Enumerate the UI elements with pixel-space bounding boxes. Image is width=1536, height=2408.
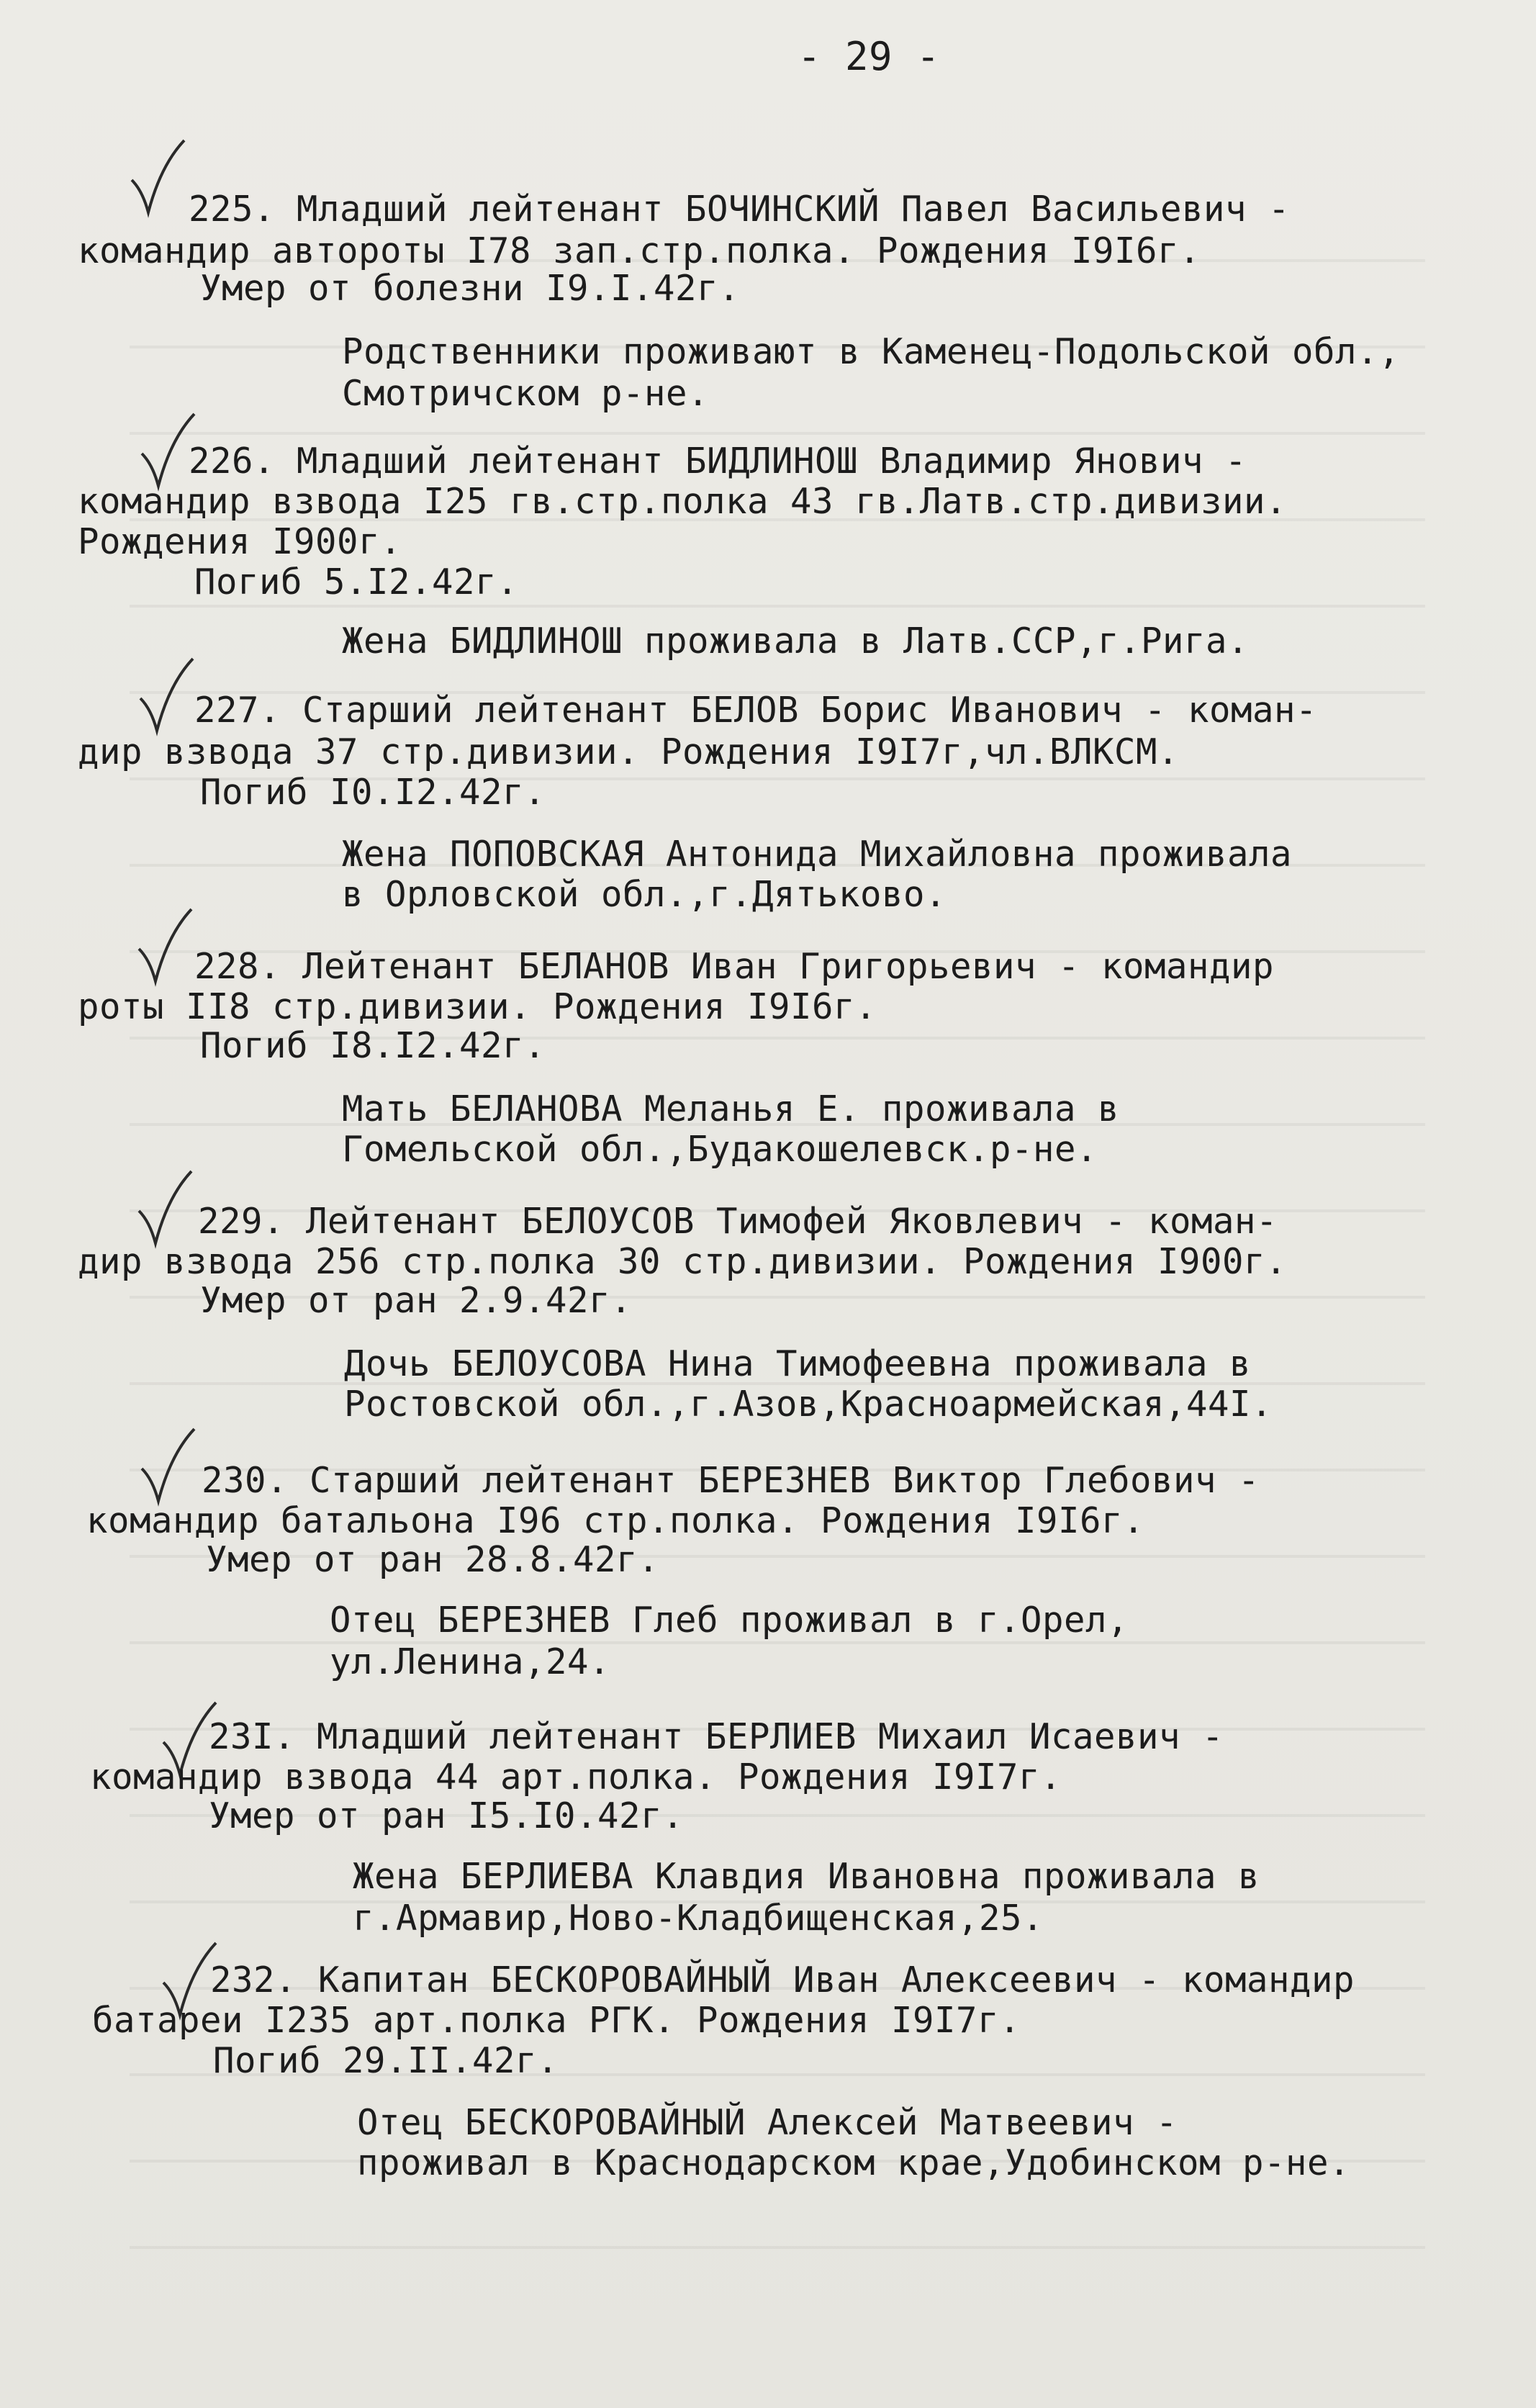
entry-230-line-3: Умер от ран 28.8.42г. (206, 1539, 660, 1580)
entry-232-line-1: 232. Капитан БЕСКОРОВАЙНЫЙ Иван Алексеевич - командир (210, 1960, 1355, 2001)
entry-232-line-3: Погиб 29.II.42г. (213, 2040, 559, 2081)
entry-231-rel-1: Жена БЕРЛИЕВА Клавдия Ивановна проживала в (353, 1856, 1260, 1897)
entry-232-rel-1: Отец БЕСКОРОВАЙНЫЙ Алексей Матвеевич - (357, 2102, 1178, 2143)
entry-232-rel-2: проживал в Краснодарском крае,Удобинском р-не. (357, 2142, 1351, 2183)
entry-231-line-1: 23I. Младший лейтенант БЕРЛИЕВ Михаил Исаевич - (209, 1716, 1224, 1757)
entry-229-line-1: 229. Лейтенант БЕЛОУСОВ Тимофей Яковлевич - коман- (198, 1201, 1278, 1242)
entry-225-line-3: Умер от болезни I9.I.42г. (200, 268, 741, 309)
entry-230-line-1: 230. Старший лейтенант БЕРЕЗНЕВ Виктор Глебович - (202, 1460, 1260, 1501)
check-mark-icon (128, 137, 186, 216)
entry-228-line-3: Погиб I8.I2.42г. (200, 1025, 546, 1066)
entry-231-line-3: Умер от ран I5.I0.42г. (209, 1795, 685, 1836)
entry-226-line-2: командир взвода I25 гв.стр.полка 43 гв.Латв.стр.дивизии. (78, 481, 1288, 522)
entry-227-line-3: Погиб I0.I2.42г. (200, 772, 546, 813)
entry-225-line-1: 225. Младший лейтенант БОЧИНСКИЙ Павел Васильевич - (189, 189, 1291, 230)
entry-227-line-2: дир взвода 37 стр.дивизии. Рождения I9I7г,чл.ВЛКСМ. (78, 731, 1180, 772)
entry-228-rel-2: Гомельской обл.,Будакошелевск.р-не. (342, 1129, 1098, 1170)
entry-227-rel-2: в Орловской обл.,г.Дятьково. (342, 874, 947, 915)
check-mark-icon (135, 1168, 193, 1247)
check-mark-icon (137, 655, 194, 734)
entry-228-rel-1: Мать БЕЛАНОВА Меланья Е. проживала в (342, 1088, 1120, 1129)
entry-230-rel-1: Отец БЕРЕЗНЕВ Глеб проживал в г.Орел, (330, 1600, 1129, 1641)
entry-227-rel-1: Жена ПОПОВСКАЯ Антонида Михайловна проживала (342, 834, 1293, 875)
entry-226-rel-1: Жена БИДЛИНОШ проживала в Латв.ССР,г.Рига. (342, 621, 1250, 662)
check-mark-icon (138, 1425, 196, 1505)
entry-226-line-3: Рождения I900г. (78, 521, 402, 562)
entry-225-line-2: командир автороты I78 зап.стр.полка. Рождения I9I6г. (78, 230, 1201, 271)
entry-225-rel-2: Смотричском р-не. (342, 373, 710, 414)
entry-226-line-1: 226. Младший лейтенант БИДЛИНОШ Владимир Янович - (189, 441, 1247, 482)
entry-231-line-2: командир взвода 44 арт.полка. Рождения I9I7г. (90, 1757, 1062, 1798)
entry-230-rel-2: ул.Ленина,24. (330, 1641, 611, 1682)
entry-228-line-1: 228. Лейтенант БЕЛАНОВ Иван Григорьевич - командир (194, 946, 1275, 987)
entry-230-line-2: командир батальона I96 стр.полка. Рождения I9I6г. (86, 1500, 1145, 1541)
check-mark-icon (138, 410, 196, 490)
page-number: - 29 - (798, 34, 941, 79)
entry-229-rel-1: Дочь БЕЛОУСОВА Нина Тимофеевна проживала в (344, 1343, 1252, 1384)
entry-232-line-2: батареи I235 арт.полка РГК. Рождения I9I7г. (92, 2000, 1021, 2041)
entry-229-line-2: дир взвода 256 стр.полка 30 стр.дивизии. Рождения I900г. (78, 1241, 1288, 1282)
entry-231-rel-2: г.Армавир,Ново-Кладбищенская,25. (353, 1898, 1044, 1939)
entry-226-line-4: Погиб 5.I2.42г. (194, 562, 519, 603)
entry-229-line-3: Умер от ран 2.9.42г. (200, 1280, 633, 1321)
entry-228-line-2: роты II8 стр.дивизии. Рождения I9I6г. (78, 986, 877, 1027)
entry-225-rel-1: Родственники проживают в Каменец-Подольской обл., (342, 331, 1401, 372)
check-mark-icon (135, 906, 193, 985)
entry-229-rel-2: Ростовской обл.,г.Азов,Красноармейская,44I. (344, 1384, 1273, 1425)
entry-227-line-1: 227. Старший лейтенант БЕЛОВ Борис Иванович - коман- (194, 690, 1318, 731)
